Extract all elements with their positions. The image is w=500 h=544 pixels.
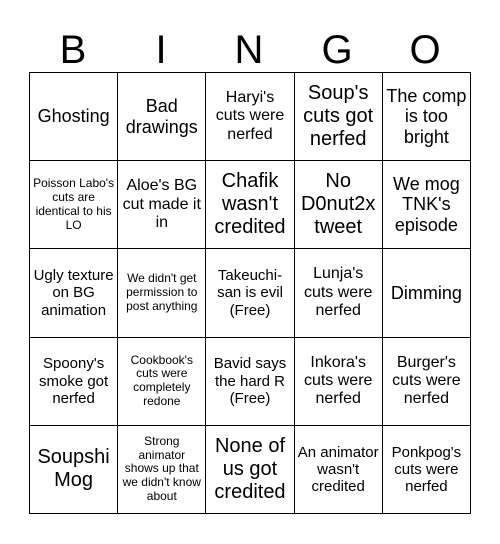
header-letter-n: N [234,28,264,72]
bingo-cell[interactable]: The comp is too bright [383,73,471,161]
bingo-cell[interactable]: Bad drawings [118,73,206,161]
bingo-cell[interactable]: Lunja's cuts were nerfed [295,249,383,337]
bingo-cell[interactable]: Poisson Labo's cuts are identical to his LO [30,161,118,249]
bingo-cell[interactable]: Ugly texture on BG animation [30,249,118,337]
bingo-cell[interactable]: Spoony's smoke got nerfed [30,338,118,426]
bingo-cell[interactable]: No D0nut2x tweet [295,161,383,249]
bingo-board [29,72,471,514]
bingo-cell[interactable]: An animator wasn't credited [295,426,383,514]
bingo-cell[interactable]: None of us got credited [206,426,294,514]
bingo-cell[interactable]: Soup's cuts got nerfed [295,73,383,161]
bingo-cell[interactable]: Cookbook's cuts were completely redone [118,338,206,426]
bingo-cell[interactable]: Burger's cuts were nerfed [383,338,471,426]
bingo-cell[interactable]: Ghosting [30,73,118,161]
header-letter-g: G [321,28,353,72]
bingo-cell[interactable]: Aloe's BG cut made it in [118,161,206,249]
bingo-cell[interactable]: Chafik wasn't credited [206,161,294,249]
bingo-cell[interactable]: Strong animator shows up that we didn't know about [118,426,206,514]
header-letter-i: I [155,28,167,72]
bingo-cell[interactable]: Haryi's cuts were nerfed [206,73,294,161]
bingo-cell[interactable]: We didn't get permission to post anything [118,249,206,337]
bingo-cell[interactable]: We mog TNK's episode [383,161,471,249]
bingo-cell[interactable]: Dimming [383,249,471,337]
header-letter-b: B [59,28,87,72]
bingo-cell[interactable]: Inkora's cuts were nerfed [295,338,383,426]
bingo-header [29,0,471,72]
header-letter-o: O [409,28,441,72]
bingo-cell[interactable]: Ponkpog's cuts were nerfed [383,426,471,514]
bingo-cell[interactable]: Soupshi Mog [30,426,118,514]
bingo-cell[interactable]: Bavid says the hard R (Free) [206,338,294,426]
bingo-cell[interactable]: Takeuchi-san is evil (Free) [206,249,294,337]
